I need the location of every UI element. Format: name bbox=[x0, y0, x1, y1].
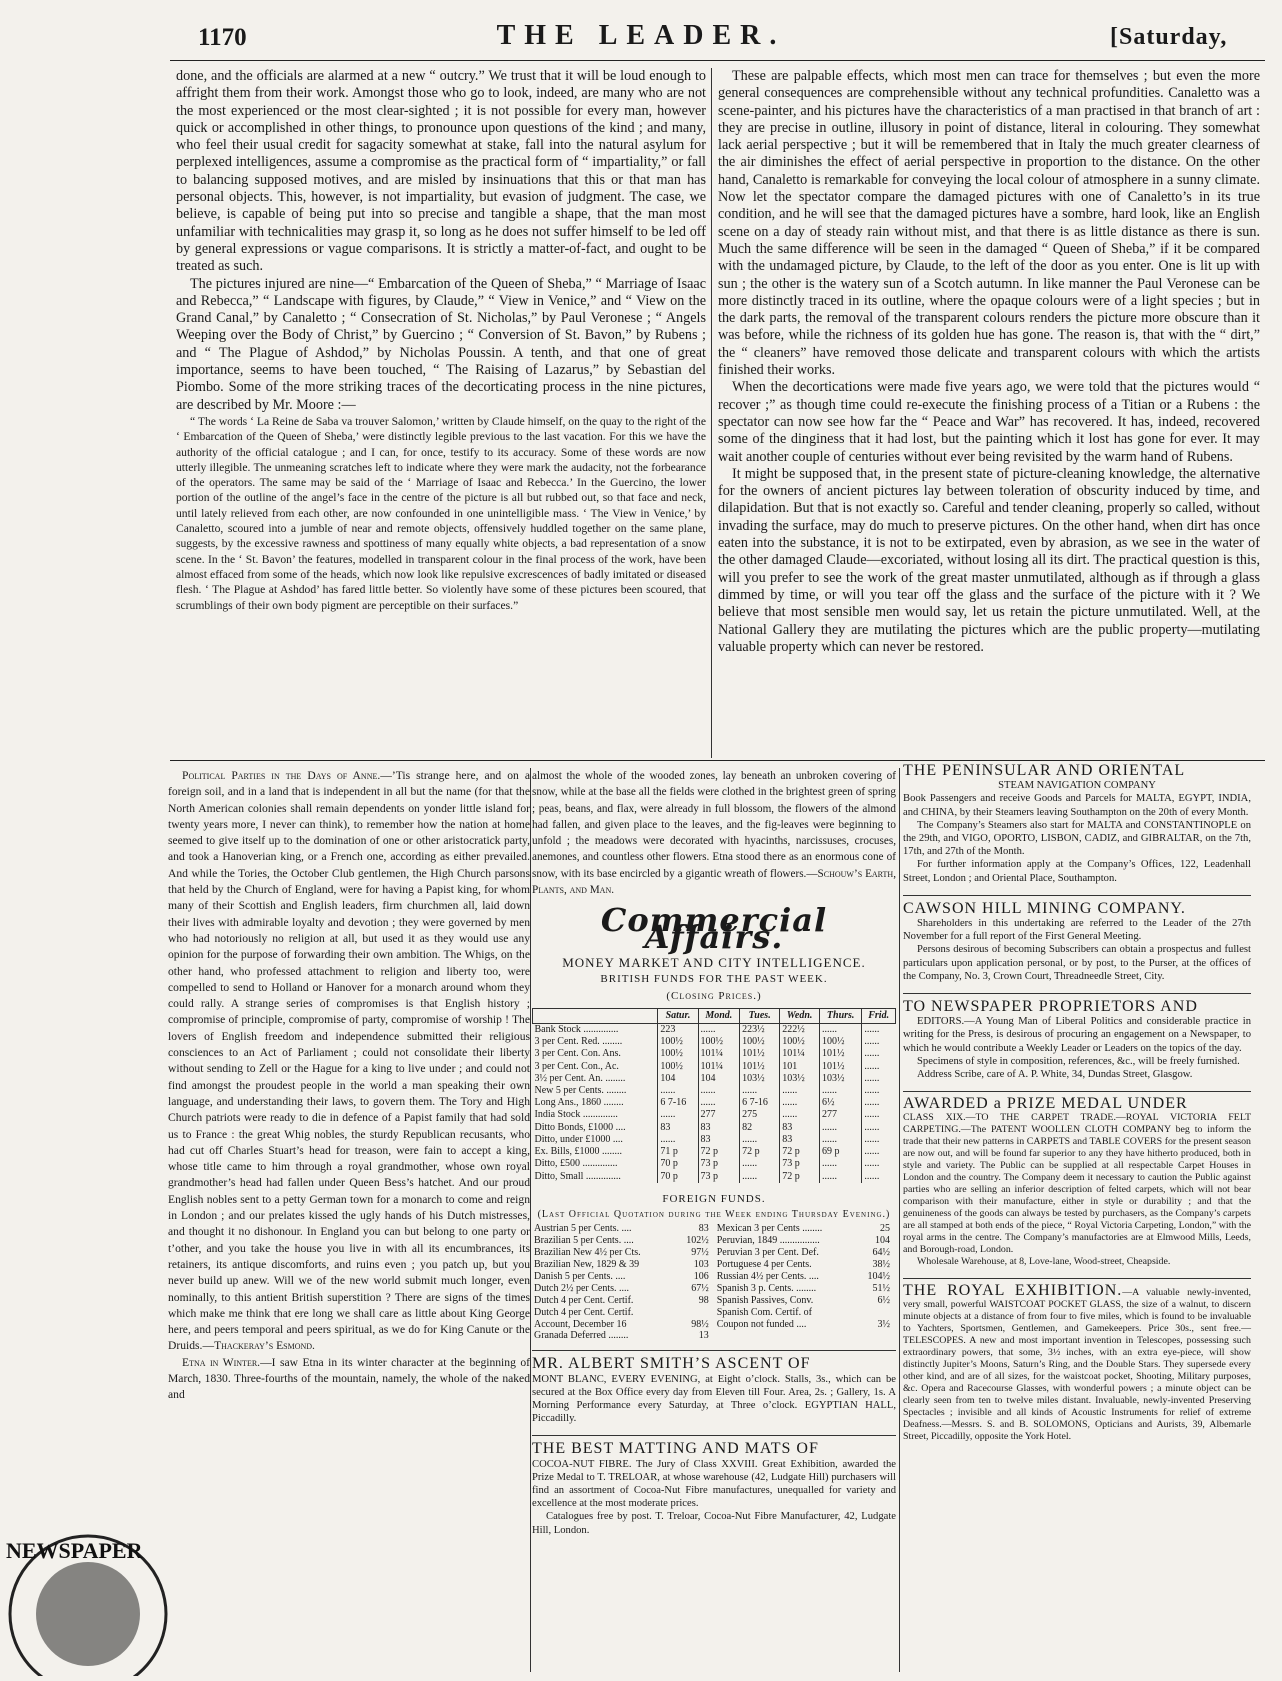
fund-price: 222½ bbox=[780, 1024, 820, 1037]
foreign-fund-name: Spanish Passives, Conv. bbox=[716, 1294, 814, 1306]
column-divider bbox=[899, 768, 900, 1672]
foreign-fund-price: 104 bbox=[875, 1235, 890, 1247]
fund-price: ...... bbox=[862, 1036, 896, 1048]
foreign-fund-name: Peruvian, 1849 ................ bbox=[716, 1235, 820, 1247]
fund-price: 83 bbox=[780, 1122, 820, 1134]
funds-column-header: Satur. bbox=[658, 1008, 698, 1023]
fund-name: 3 per Cent. Con. Ans. bbox=[534, 1048, 621, 1060]
article-paragraph: It might be supposed that, in the present state of picture-cleaning knowledge, the alternative for the owners of ancient pictures lay between toleration of obscurity induced by time, and dilapidation. But that is not exactly so. Careful and tender cleaning, properly so called, without invading the surface, may do much to preserve pictures. On the other hand, when dirt has once eaten into the substance, it is not to be extirpated, even by abrasion, as we see in the water of the other damaged Claude—excoriated, without losing all its dirt. The practical question is this, will you prefer to see the work of the great master unmutilated, although as if through a glass dimmed by time, or will you tear off the glass and the surface of the picture with it ? We believe that most sensible men would say, let us retain the picture unmutilated. Well, at the National Gallery they are mutilating the pictures which are the public property—mutilating valuable property which can never be restored. bbox=[718, 465, 1260, 655]
foreign-fund-name: Dutch 4 per Cent. Certif. bbox=[534, 1306, 634, 1318]
foreign-fund-name: Brazilian New, 1829 & 39 bbox=[534, 1259, 640, 1271]
foreign-funds-row bbox=[532, 1283, 896, 1295]
foreign-fund-name: Portuguese 4 per Cents. bbox=[716, 1259, 812, 1271]
funds-row bbox=[533, 1036, 896, 1048]
foreign-fund-name: Peruvian 3 per Cent. Def. bbox=[716, 1247, 819, 1259]
advert-heading: TO NEWSPAPER PROPRIETORS AND bbox=[903, 998, 1198, 1016]
foreign-funds-subheading: (Last Official Quotation during the Week ending Thursday Evening.) bbox=[537, 1209, 891, 1220]
fund-name: 3 per Cent. Con., Ac. bbox=[534, 1060, 619, 1072]
article-paragraph: done, and the officials are alarmed at a new “ outcry.” We trust that it will be loud enough to affright them from their work. Amongst those who go to look, indeed, are many who are not the most experienced or the most clear-sighted ; it is not possible for every man, however quick or accomplished in other things, to pronounce upon questions of the kind ; and many, who feel their usual credit for sagacity somewhat at stake, fall into the natural asylum for perplexed intelligences, assume a compromise as the practical form of “ impartiality,” or fall to balancing supposed motives, and are misled by insinuations that this or that man has personal objects. This, however, is not impartiality, but evasion of judgment. The case, we believe, is capable of being put into so precise and tangible a shape, that the man most unfamiliar with technicalities may grasp it, so long as he does not suffer himself to be led off by general expressions or vague comparisons. It is strictly a matter-of-fact, and ought to be treated as such. bbox=[176, 68, 706, 275]
fund-name: Long Ans., 1860 ........ bbox=[534, 1097, 624, 1109]
foreign-fund-name: Spanish 3 p. Cents. ........ bbox=[716, 1282, 817, 1294]
funds-row bbox=[533, 1122, 896, 1134]
funds-column-header: Thurs. bbox=[820, 1008, 862, 1023]
foreign-fund-name: Granada Deferred ........ bbox=[534, 1330, 629, 1342]
foreign-fund-price: 64½ bbox=[872, 1247, 890, 1259]
fund-name: Ditto, under £1000 .... bbox=[534, 1133, 623, 1145]
foreign-fund-price bbox=[675, 1307, 714, 1319]
advert-body: Book Passengers and receive Goods and Parcels for MALTA, EGYPT, INDIA, and CHINA, by their Steamers leaving Southampton on the 20th of every Month. bbox=[903, 793, 1251, 818]
funds-row bbox=[533, 1171, 896, 1183]
fund-price: ...... bbox=[698, 1085, 740, 1097]
fund-name: 3 per Cent. Red. ........ bbox=[534, 1036, 623, 1048]
advert-footer: Catalogues free by post. T. Treloar, Cocoa-Nut Fibre Manufacturer, 42, Ludgate Hill, London. bbox=[532, 1511, 896, 1536]
foreign-fund-name bbox=[715, 1330, 857, 1342]
money-market-heading: MONEY MARKET AND CITY INTELLIGENCE. bbox=[562, 954, 866, 970]
fund-price: ...... bbox=[780, 1109, 820, 1121]
british-funds-heading: BRITISH FUNDS FOR THE PAST WEEK. bbox=[600, 973, 828, 986]
fund-price: ...... bbox=[740, 1134, 780, 1146]
fund-name: 3½ per Cent. An. ........ bbox=[534, 1072, 626, 1084]
fund-price: 6 7-16 bbox=[658, 1097, 698, 1109]
article-paragraph: When the decortications were made five years ago, we were told that the pictures would “ recover ;” as though time could re-execute the finishing process of a Titian or a Rubens : the spectator can now see how far the “ Peace and War” has recovered. It has, indeed, recovered some of the dinginess that it had lost, but the painting which it lost has gone for ever. It may wait another couple of centuries without ever being revisited by the warm hand of Rubens. bbox=[718, 379, 1260, 465]
fund-price: ...... bbox=[820, 1134, 862, 1146]
advert-body: COCOA-NUT FIBRE. The Jury of Class XXVIII. Great Exhibition, awarded the Prize Medal to T. TRELOAR, at whose warehouse (42, Ludgate Hill) purchasers will find an assortment of Cocoa-Nut Fibre manufactures, unequalled for variety and excellence at the most moderate prices. bbox=[532, 1458, 896, 1510]
foreign-fund-price: 51½ bbox=[872, 1282, 890, 1294]
fund-price: 223 bbox=[658, 1024, 698, 1037]
foreign-funds-row bbox=[532, 1295, 896, 1307]
foreign-fund-price bbox=[856, 1330, 896, 1342]
foreign-fund-price: 102½ bbox=[686, 1235, 709, 1247]
date-heading: [Saturday, bbox=[1110, 24, 1228, 50]
fund-price: 100½ bbox=[658, 1061, 698, 1073]
advert-body: Shareholders in this undertaking are referred to the Leader of the 27th November for a full report of the First General Meeting. bbox=[903, 918, 1251, 943]
commercial-affairs-title: Commercial Affairs. bbox=[600, 901, 828, 956]
fund-price: 223½ bbox=[740, 1024, 780, 1037]
advert-heading: THE BEST MATTING AND MATS OF bbox=[532, 1440, 819, 1458]
foreign-funds-row bbox=[532, 1259, 896, 1271]
british-funds-table bbox=[532, 1008, 896, 1183]
attribution: —Thackeray’s Esmond. bbox=[202, 1339, 315, 1353]
funds-column-header: Wedn. bbox=[780, 1008, 820, 1023]
foreign-fund-name: Mexican 3 per Cents ........ bbox=[716, 1223, 823, 1235]
article-text: —’Tis strange here, and on a foreign soil, and in a land that is independent in all but the name (for that the North American colonies shall remain dependents on yonder little island for twenty years more, I never can think), to remember how the nation at home seemed to give itself up to the domination of one or other aristocratick party, and took a Hanoverian king, or a French one, according as either prevailed. And while the Tories, the October Club gentlemen, the High Church parsons that held by the Church of England, were for having a Papist king, for whom many of their Scottish and English leaders, firm churchmen all, laid down their lives with admirable loyalty and devotion ; they were governed by men who had notoriously no religion at all, but used it as they would use any opinion for the purpose of forwarding their own ambition. The Whigs, on the other hand, who professed attachment to religion and liberty too, were compelled to send to Holland or Hanover for a monarch around whom they could rally. A strange series of compromises is that English history ; compromise of principle, compromise of party, compromise of worship ! The lovers of English freedom and independence submitted their religious consciences to an Act of Parliament ; could not consolidate their liberty without sending to Zell or the Hague for a king to live under ; and could not find amongst the proudest people in the world a man speaking their own language, and understanding their laws, to govern them. The Tory and High Church patriots were ready to die in defence of a Papist family that had sold us to France : the great Whig nobles, the sturdy Republican recusants, who had cut off Charles Stuart’s head for treason, were fain to accept a king, whose title came to him through a royal grandmother, whose own royal grandmother’s head had fallen under Queen Bess’s hatchet. And our proud English nobles sent to a petty German town for a monarch to come and reign in London ; and our prelates kissed the ugly hands of his Dutch mistresses, and thought it no dishonour. In England you can but belong to one party or t’other, and you take the house you live in with all its encumbrances, its retainers, its antique discomforts, and ruins even ; you patch up, but you never build up anew. Will we of the new world submit much longer, even nominally, to this antient British superstition ? There are signs of the times which make me think that ere long we shall care as little about King George here, and peers temporal and peers spiritual, as we do for King Canute or the Druids. bbox=[168, 769, 530, 1353]
fund-price: 101½ bbox=[740, 1048, 780, 1060]
fund-price: ...... bbox=[862, 1109, 896, 1121]
fund-price: ...... bbox=[698, 1097, 740, 1109]
fund-price: 70 p bbox=[658, 1158, 698, 1170]
fund-price: 101½ bbox=[820, 1061, 862, 1073]
fund-price: ...... bbox=[862, 1061, 896, 1073]
fund-price: ...... bbox=[658, 1134, 698, 1146]
fund-price: ...... bbox=[862, 1073, 896, 1085]
foreign-funds-row bbox=[532, 1223, 896, 1235]
fund-price: 103½ bbox=[780, 1073, 820, 1085]
fund-price: 72 p bbox=[780, 1146, 820, 1158]
closing-prices-label: (Closing Prices.) bbox=[666, 989, 762, 1002]
foreign-funds-row bbox=[532, 1307, 896, 1319]
foreign-fund-price: 97½ bbox=[691, 1247, 709, 1259]
fund-price: 100½ bbox=[740, 1036, 780, 1048]
foreign-fund-price: 104½ bbox=[867, 1270, 890, 1282]
fund-price: ...... bbox=[820, 1085, 862, 1097]
quoted-passage: “ The words ‘ La Reine de Saba va trouver Salomon,’ written by Claude himself, on the quay to the right of the ‘ Embarcation of the Queen of Sheba,’ were distinctly legible previous to the last vacation. For this we have the authority of the official catalogue ; and I can, for once, testify to its accuracy. Some of these words are now utterly illegible. The unmeaning scratches left to indicate where they were mark the audacity, not the forbearance of the operators. The same may be said of the ‘ Marriage of Isaac and Rebecca.’ In the Guercino, the lower portion of the outline of the angel’s face in the centre of the picture is all but rubbed out, so that face and neck, until lately relieved from each other, are now confounded in one unintelligible mass. ‘ The View in Venice,’ by Canaletto, scoured into a jumble of near and remote objects, offensively huddled together on the same plane, suggests, by the excessive rawness and spottiness of many equally white objects, a bad representation of a snow scene. In the ‘ St. Bavon’ the features, modelled in transparent colour in the final process of the work, have been almost effaced from some of the heads, which now look like repulsive excrescences of badly imitated or diseased flesh. ‘ The Plague at Ashdod’ has fared little better. So violently have some of these pictures been scoured, that scrumblings of their own body pigment are perceptible on their surfaces.” bbox=[176, 414, 706, 612]
fund-price: 72 p bbox=[698, 1146, 740, 1158]
fund-price: ...... bbox=[862, 1097, 896, 1109]
fund-price: ...... bbox=[862, 1024, 896, 1037]
foreign-funds-heading: FOREIGN FUNDS. bbox=[662, 1192, 766, 1205]
advert-heading: CAWSON HILL MINING COMPANY. bbox=[903, 899, 1186, 917]
newspaper-title: THE LEADER. bbox=[496, 20, 786, 51]
fund-price: 104 bbox=[658, 1073, 698, 1085]
fund-price: 83 bbox=[780, 1134, 820, 1146]
fund-price: ...... bbox=[820, 1024, 862, 1037]
foreign-fund-price: 3½ bbox=[877, 1318, 890, 1330]
fund-price: ...... bbox=[862, 1122, 896, 1134]
funds-column-header: Tues. bbox=[740, 1008, 780, 1023]
fund-price: 104 bbox=[698, 1073, 740, 1085]
advert-body: Wholesale Warehouse, at 8, Love-lane, Wood-street, Cheapside. bbox=[917, 1256, 1171, 1268]
section-lead: Etna in Winter. bbox=[182, 1355, 261, 1369]
fund-price: 275 bbox=[740, 1109, 780, 1121]
fund-price: 71 p bbox=[658, 1146, 698, 1158]
fund-price: 103½ bbox=[820, 1073, 862, 1085]
fund-price: ...... bbox=[820, 1158, 862, 1170]
advert-body: Address Scribe, care of A. P. White, 34, Dundas Street, Glasgow. bbox=[917, 1069, 1193, 1081]
stamp-seal-icon bbox=[36, 1562, 140, 1666]
fund-price: 101½ bbox=[820, 1048, 862, 1060]
advert-heading: MR. ALBERT SMITH’S ASCENT OF bbox=[532, 1355, 811, 1373]
foreign-fund-price: 83 bbox=[698, 1223, 709, 1235]
foreign-funds-row bbox=[532, 1319, 896, 1331]
fund-name: New 5 per Cents. ........ bbox=[534, 1085, 627, 1097]
fund-price: 101¼ bbox=[698, 1048, 740, 1060]
foreign-funds-row bbox=[532, 1247, 896, 1259]
fund-price: 103½ bbox=[740, 1073, 780, 1085]
funds-column-header: Mond. bbox=[698, 1008, 740, 1023]
funds-row bbox=[533, 1146, 896, 1158]
fund-price: ...... bbox=[820, 1122, 862, 1134]
article-text: almost the whole of the wooded zones, lay beneath an unbroken covering of snow, while at the base all the fields were clothed in the brightest green of spring ; peas, beans, and flax, were already in full blossom, the flowers of the almond had fallen, and given place to the leaves, and the fig-leaves were beginning to unfold ; the meadows were decorated with hyacinths, narcissuses, crocuses, anemones, and countless other flowers. Etna stood there as an enormous cone of snow, with its base encircled by a gigantic wreath of flowers. bbox=[532, 770, 896, 880]
fund-price: 6 7-16 bbox=[740, 1097, 780, 1109]
funds-row bbox=[533, 1134, 896, 1146]
advert-body: For further information apply at the Company’s Offices, 122, Leadenhall Street, London ; and Oriental Place, Southampton. bbox=[903, 859, 1251, 884]
fund-price: ...... bbox=[740, 1158, 780, 1170]
foreign-fund-price: 103 bbox=[693, 1259, 709, 1271]
fund-price: 100½ bbox=[780, 1036, 820, 1048]
fund-price: 73 p bbox=[780, 1158, 820, 1170]
fund-price: 73 p bbox=[698, 1171, 740, 1183]
advert-heading: THE PENINSULAR AND ORIENTAL bbox=[903, 762, 1186, 779]
advert-cawson-hill bbox=[903, 895, 1251, 983]
fund-price: 101¼ bbox=[698, 1061, 740, 1073]
advert-royal-exhibition bbox=[903, 1278, 1251, 1443]
fund-price: 82 bbox=[740, 1122, 780, 1134]
fund-price: ...... bbox=[862, 1134, 896, 1146]
foreign-fund-price: 13 bbox=[698, 1330, 709, 1342]
fund-price: 69 p bbox=[820, 1146, 862, 1158]
fund-price: 100½ bbox=[820, 1036, 862, 1048]
funds-column-header bbox=[533, 1008, 658, 1023]
funds-row bbox=[533, 1048, 896, 1060]
foreign-funds-row bbox=[532, 1235, 896, 1247]
foreign-fund-name: Dutch 4 per Cent. Certif. bbox=[534, 1294, 634, 1306]
advert-body: Specimens of style in composition, references, &c., will be freely furnished. bbox=[917, 1055, 1240, 1067]
column-divider bbox=[711, 68, 712, 758]
funds-row bbox=[533, 1073, 896, 1085]
fund-price: ...... bbox=[658, 1109, 698, 1121]
advert-prize-medal bbox=[903, 1091, 1251, 1268]
foreign-fund-price: 98½ bbox=[691, 1318, 709, 1330]
column-divider bbox=[530, 768, 531, 1672]
fund-price: 73 p bbox=[698, 1158, 740, 1170]
fund-price: 277 bbox=[820, 1109, 862, 1121]
advert-body: —A valuable newly-invented, very small, powerful WAISTCOAT POCKET GLASS, the size of a walnut, to discern minute objects at a distance of from four to five miles, which is found to be invaluable to Yachters, Sportsmen, Gentlemen, and Gamekeepers. Price 30s., sent free.—TELESCOPES. A new and most important invention in Telescopes, possessing such extraordinary powers, that some, 3½ inches, with an extra eye-piece, will show distinctly Jupiter’s Moons, Saturn’s Ring, and the Double Stars. They supersede every other kind, and are of all sizes, for the waistcoat pocket, Shooting, Military purposes, &c. Opera and Racecourse Glasses, with wonderful powers ; a minute object can be clearly seen from ten to twelve miles distant. Invaluable, newly-invented Preserving Spectacles ; invisible and all kinds of Acoustic Instruments for relief of extreme Deafness.—Messrs. S. and B. SOLOMONS, Opticians and Aurists, 39, Albemarle Street, Piccadilly, opposite the York Hotel. bbox=[903, 1287, 1251, 1443]
foreign-fund-name: Brazilian New 4½ per Cts. bbox=[534, 1247, 641, 1259]
foreign-fund-price: 25 bbox=[880, 1223, 890, 1235]
foreign-funds-row bbox=[532, 1271, 896, 1283]
advert-body: The Company’s Steamers also start for MALTA and CONSTANTINOPLE on the 29th, and VIGO, OPORTO, LISBON, CADIZ, and GIBRALTAR, on the 7th, 17th, and 27th of the Month. bbox=[903, 819, 1251, 858]
fund-price: ...... bbox=[862, 1085, 896, 1097]
fund-price: 101½ bbox=[740, 1061, 780, 1073]
fund-price: ...... bbox=[862, 1158, 896, 1170]
fund-name: India Stock .............. bbox=[534, 1109, 618, 1121]
newspaper-library-stamp bbox=[0, 1524, 170, 1676]
foreign-fund-name: Account, December 16 bbox=[534, 1318, 627, 1330]
fund-price: ...... bbox=[740, 1085, 780, 1097]
fund-price: 101 bbox=[780, 1061, 820, 1073]
foreign-fund-price: 67½ bbox=[691, 1282, 709, 1294]
attribution: —Schouw’s Earth, Plants, and Man. bbox=[532, 867, 896, 897]
funds-row bbox=[533, 1061, 896, 1073]
fund-price: ...... bbox=[780, 1085, 820, 1097]
fund-price: 100½ bbox=[658, 1036, 698, 1048]
fund-name: Ditto Bonds, £1000 .... bbox=[534, 1121, 626, 1133]
bottom-column-left bbox=[168, 768, 530, 1404]
advert-subheading: STEAM NAVIGATION COMPANY bbox=[998, 780, 1156, 792]
stamp-text: NEWSPAPER bbox=[6, 1538, 143, 1563]
advert-matting bbox=[532, 1435, 896, 1536]
foreign-fund-name: Brazilian 5 per Cents. .... bbox=[534, 1235, 634, 1247]
advert-body: EDITORS.—A Young Man of Liberal Politics and considerable practice in writing for the Press, is desirous of procuring an engagement on a Newspaper, to which he would contribute a Weekly Leader or Leaders on the topics of the day. bbox=[903, 1016, 1251, 1054]
fund-price: ...... bbox=[658, 1085, 698, 1097]
funds-row bbox=[533, 1158, 896, 1170]
fund-name: Ditto, £500 .............. bbox=[534, 1158, 618, 1170]
section-lead: Political Parties in the Days of Anne. bbox=[182, 769, 381, 782]
page-number: 1170 bbox=[198, 24, 247, 51]
article-column-left bbox=[176, 68, 706, 613]
funds-row bbox=[533, 1097, 896, 1109]
foreign-fund-name: Austrian 5 per Cents. .... bbox=[534, 1223, 632, 1235]
fund-price: ...... bbox=[862, 1171, 896, 1183]
fund-price: 83 bbox=[698, 1134, 740, 1146]
foreign-funds-row bbox=[532, 1330, 896, 1342]
fund-name: Ditto, Small .............. bbox=[534, 1170, 621, 1182]
foreign-fund-price: 106 bbox=[693, 1270, 709, 1282]
funds-column-header: Frid. bbox=[862, 1008, 896, 1023]
advert-newspaper-proprietors bbox=[903, 993, 1251, 1081]
fund-price: 6½ bbox=[820, 1097, 862, 1109]
advert-albert-smith bbox=[532, 1350, 896, 1425]
foreign-fund-name: Dutch 2½ per Cents. .... bbox=[534, 1282, 629, 1294]
foreign-fund-price: 98 bbox=[698, 1294, 709, 1306]
fund-price: ...... bbox=[698, 1024, 740, 1037]
advert-body: CLASS XIX.—TO THE CARPET TRADE.—ROYAL VICTORIA FELT CARPETING.—The PATENT WOOLLEN CLOTH COMPANY beg to inform the trade that their new patterns in CARPETS and TABLE COVERS for the present season are now out, and will be found far superior to any they have hitherto produced, both in style and variety. The Public can be supplied at all respectable Carpet Houses in London and the country. The Company deem it necessary to caution the Public against parties who are selling an inferior description of felted carpets, which will not bear comparison with their manufacture, either in style or durability ; and that the genuineness of the goods can always be tested by purchasers, as the Company’s carpets are all stamped at both ends of the piece, “ Royal Victoria Carpeting, London,” with the royal arms in the centre. The Company’s manufactories are at Elmwood Mills, Leeds, and Borough-road, London. bbox=[903, 1112, 1251, 1256]
fund-price: 70 p bbox=[658, 1171, 698, 1183]
advert-heading: AWARDED a PRIZE MEDAL UNDER bbox=[903, 1095, 1188, 1113]
fund-price: 72 p bbox=[740, 1146, 780, 1158]
fund-name: Ex. Bills, £1000 ........ bbox=[534, 1146, 623, 1158]
article-column-right bbox=[718, 68, 1260, 656]
article-paragraph: The pictures injured are nine—“ Embarcation of the Queen of Sheba,” “ Marriage of Isaac and Rebecca,” “ Landscape with figures, by Claude,” “ View in Venice,” and “ View on the Grand Canal,” by Canaletto ; “ Consecration of St. Nicholas,” by Paul Veronese ; “ Angels Weeping over the Body of Christ,” by Guercino ; “ Conversion of St. Bavon,” by Rubens ; and “ The Plague of Ashdod,” by Nicholas Poussin. A tenth, and that one of great importance, seems to have been touched, “ The Raising of Lazarus,” by Sebastian del Piombo. Some of the more striking traces of the decorticating process in the nine pictures, are described by Mr. Moore :— bbox=[176, 275, 706, 413]
foreign-fund-name: Danish 5 per Cents. .... bbox=[534, 1270, 626, 1282]
article-text: —I saw Etna in its winter character at the beginning of March, 1830. Three-fourths of the mountain, namely, the whole of the naked and bbox=[168, 1355, 530, 1402]
section-rule bbox=[170, 760, 1265, 761]
foreign-fund-price: 38½ bbox=[872, 1259, 890, 1271]
foreign-fund-price: 6½ bbox=[877, 1294, 890, 1306]
advert-peninsular bbox=[903, 764, 1251, 885]
fund-price: ...... bbox=[820, 1171, 862, 1183]
foreign-fund-name: Russian 4½ per Cents. .... bbox=[716, 1270, 819, 1282]
foreign-funds-table bbox=[532, 1223, 896, 1342]
fund-price: ...... bbox=[740, 1171, 780, 1183]
fund-price: ...... bbox=[862, 1048, 896, 1060]
fund-price: 277 bbox=[698, 1109, 740, 1121]
advert-body: MONT BLANC, EVERY EVENING, at Eight o’clock. Stalls, 3s., which can be secured at the Box Office every day from Eleven till Four. Area, 2s. ; Gallery, 1s. A Morning Performance every Saturday, at Three o’clock. EGYPTIAN HALL, Piccadilly. bbox=[532, 1373, 896, 1425]
fund-price: 100½ bbox=[698, 1036, 740, 1048]
fund-price: 100½ bbox=[658, 1048, 698, 1060]
bottom-column-middle bbox=[532, 768, 896, 1537]
advert-column bbox=[903, 764, 1251, 1443]
funds-row bbox=[533, 1024, 896, 1037]
advert-heading: THE ROYAL EXHIBITION. bbox=[903, 1282, 1123, 1300]
header-rule bbox=[170, 60, 1265, 61]
fund-price: 101¼ bbox=[780, 1048, 820, 1060]
funds-row bbox=[533, 1085, 896, 1097]
fund-price: 83 bbox=[658, 1122, 698, 1134]
fund-price: 72 p bbox=[780, 1171, 820, 1183]
advert-body: Persons desirous of becoming Subscribers can obtain a prospectus and fullest particulars upon application personal, or by post, to the Purser, at the offices of the Company, No. 3, Crown Court, Threadneedle Street, City. bbox=[903, 944, 1251, 982]
fund-price: ...... bbox=[862, 1146, 896, 1158]
article-paragraph: These are palpable effects, which most men can trace for themselves ; but even the more general consequences are comprehensible without any technical profundities. Canaletto was a scene-painter, and his pictures have the characteristics of a man practised in that branch of art : they are precise in outline, illusory in point of distance, literal in colouring. They somewhat lack aerial perspective ; but it will be remembered that in Italy the much greater clearness of the air diminishes the effect of aerial perspective in proportion to the distance. On the other hand, Canaletto is remarkable for conveying the local colour of atmosphere in a sunny climate. Now let the spectator compare the damaged pictures with one of Canaletto’s in its true condition, and he will see that the damaged pictures have a sombre, hard look, like an English scene on a day of steady rain without mist, and that there is as little distance as there is sun. Much the same difference will be seen in the damaged “ Queen of Sheba,” if it be compared with the undamaged picture, by Claude, to the left of the door as you enter. One is lit up with sun ; the other is the watery sun of a Scotch autumn. In like manner the Paul Veronese can be more distinctly traced in its outline, where the opaque colours were of a light species ; but in the dark parts, the removal of the transparent colours renders the picture more obscure than it was before, while the richness of its golden hue has gone. The reason is, that with the “ dirt,” the “ cleaners” have removed those delicate and transparent colours with which the artists finished their works. bbox=[718, 68, 1260, 379]
foreign-fund-price bbox=[856, 1307, 896, 1319]
foreign-fund-name: Spanish Com. Certif. of bbox=[716, 1306, 812, 1318]
fund-price: 83 bbox=[698, 1122, 740, 1134]
foreign-fund-name: Coupon not funded .... bbox=[716, 1318, 807, 1330]
fund-name: Bank Stock .............. bbox=[534, 1024, 619, 1036]
fund-price: ...... bbox=[780, 1097, 820, 1109]
funds-row bbox=[533, 1109, 896, 1121]
